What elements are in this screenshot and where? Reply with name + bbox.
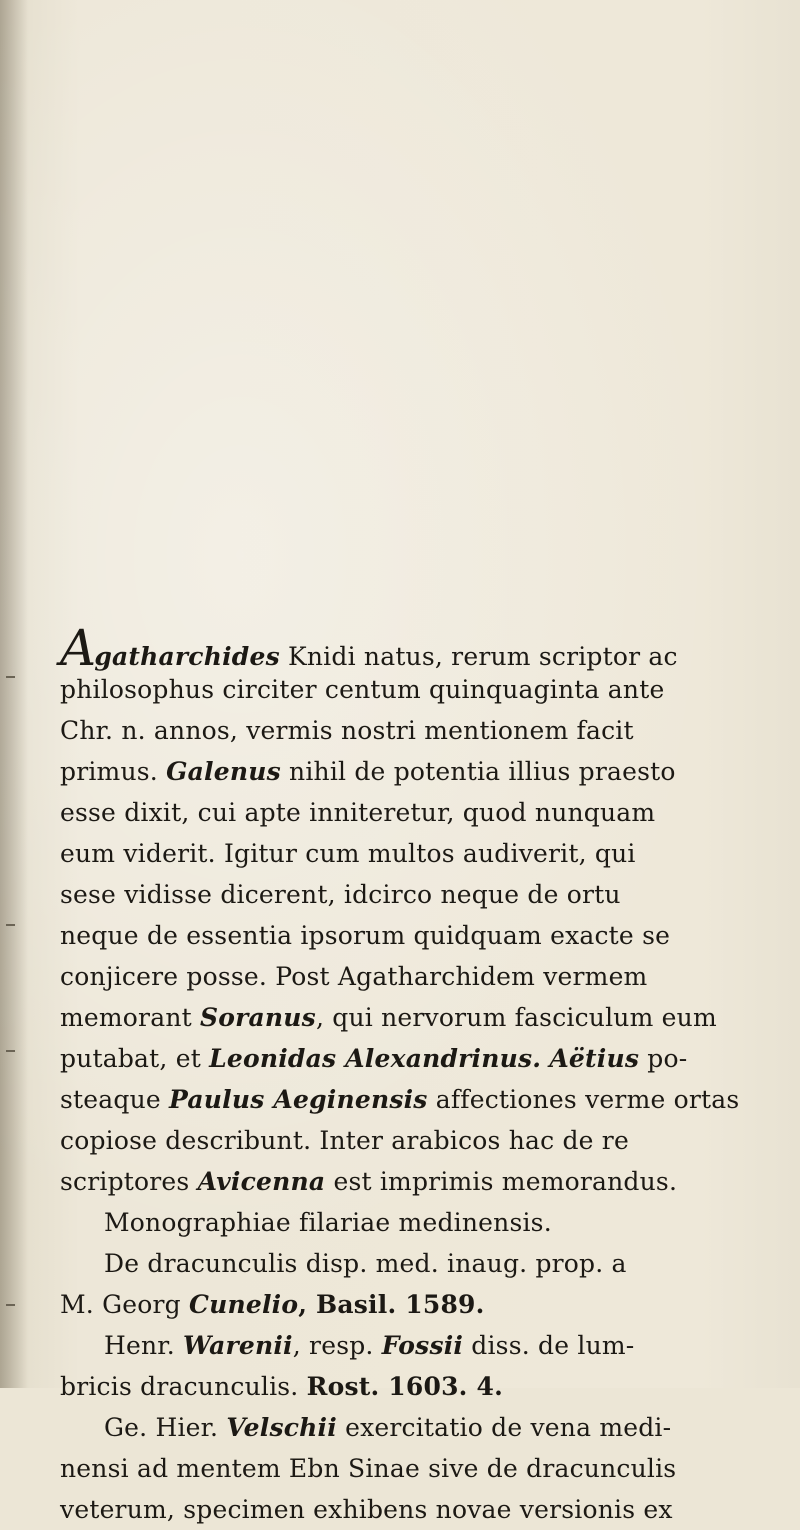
italic-name: Warenii bbox=[183, 1331, 293, 1360]
margin-mark bbox=[6, 676, 15, 678]
body-text bbox=[60, 619, 750, 1530]
text-line bbox=[60, 619, 750, 677]
margin-mark bbox=[6, 924, 15, 926]
text-line bbox=[60, 833, 750, 874]
italic-name: Avicenna bbox=[197, 1167, 326, 1196]
text-line bbox=[60, 874, 750, 915]
italic-name: Velschii bbox=[226, 1413, 337, 1442]
drop-initial: A bbox=[60, 619, 97, 677]
italic-name: Aëtius bbox=[549, 1044, 640, 1073]
text-run: putabat, et bbox=[60, 1044, 210, 1073]
text-run: Chr. n. annos, vermis nostri mentionem facit bbox=[60, 716, 634, 745]
margin-mark bbox=[6, 1050, 15, 1052]
text-run: De dracunculis disp. med. inaug. prop. a bbox=[104, 1249, 627, 1278]
bold-citation: Rost. 1603. 4. bbox=[306, 1372, 503, 1401]
text-run: veterum, specimen exhibens novae versionis ex bbox=[60, 1495, 673, 1524]
text-line bbox=[60, 1489, 750, 1530]
text-run: Knidi natus, rerum scriptor ac bbox=[279, 642, 678, 671]
italic-name: Paulus Aeginensis bbox=[169, 1085, 428, 1114]
text-run: diss. de lum- bbox=[463, 1331, 635, 1360]
text-run: eum viderit. Igitur cum multos audiverit, qui bbox=[60, 839, 636, 868]
text-run: Monographiae filariae medinensis. bbox=[104, 1208, 552, 1237]
italic-name: gatharchides bbox=[94, 642, 280, 671]
text-run: primus. bbox=[60, 757, 167, 786]
text-line bbox=[60, 792, 750, 833]
text-run: M. Georg bbox=[60, 1290, 190, 1319]
text-run: scriptores bbox=[60, 1167, 198, 1196]
text-run: conjicere posse. Post Agatharchidem vermem bbox=[60, 962, 648, 991]
text-run: bricis dracunculis. bbox=[60, 1372, 307, 1401]
text-run: memorant bbox=[60, 1003, 201, 1032]
text-run: po- bbox=[639, 1044, 688, 1073]
margin-mark bbox=[6, 1304, 15, 1306]
text-line bbox=[60, 956, 750, 997]
text-line bbox=[60, 1120, 750, 1161]
text-run: affectiones verme ortas bbox=[427, 1085, 740, 1114]
text-run: philosophus circiter centum quinquaginta ante bbox=[60, 675, 665, 704]
text-run: , qui nervorum fasciculum eum bbox=[315, 1003, 717, 1032]
text-line bbox=[60, 1161, 750, 1202]
italic-name: Galenus bbox=[166, 757, 281, 786]
text-run: nensi ad mentem Ebn Sinae sive de dracunculis bbox=[60, 1454, 677, 1483]
text-line bbox=[60, 1202, 750, 1243]
text-run: Ge. Hier. bbox=[104, 1413, 227, 1442]
text-run: Henr. bbox=[104, 1331, 183, 1360]
italic-name: Soranus bbox=[200, 1003, 316, 1032]
text-line bbox=[60, 751, 750, 792]
text-run: copiose describunt. Inter arabicos hac de re bbox=[60, 1126, 629, 1155]
text-run: est imprimis memorandus. bbox=[325, 1167, 678, 1196]
text-run: neque de essentia ipsorum quidquam exacte se bbox=[60, 921, 671, 950]
text-run: exercitatio de vena medi- bbox=[336, 1413, 672, 1442]
text-line bbox=[60, 710, 750, 751]
text-line bbox=[60, 1407, 750, 1448]
italic-name: Cunelio bbox=[189, 1290, 299, 1319]
text-line bbox=[60, 1038, 750, 1079]
text-run: nihil de potentia illius praesto bbox=[280, 757, 676, 786]
text-line bbox=[60, 1325, 750, 1366]
text-line bbox=[60, 1243, 750, 1284]
text-line bbox=[60, 669, 750, 710]
text-run: sese vidisse dicerent, idcirco neque de ortu bbox=[60, 880, 621, 909]
italic-name: Fossii bbox=[381, 1331, 464, 1360]
text-run: esse dixit, cui apte inniteretur, quod nunquam bbox=[60, 798, 656, 827]
text-line bbox=[60, 915, 750, 956]
italic-name: Leonidas Alexandrinus. bbox=[209, 1044, 542, 1073]
bold-citation: , Basil. 1589. bbox=[298, 1290, 485, 1319]
text-run: , resp. bbox=[292, 1331, 382, 1360]
text-run: steaque bbox=[60, 1085, 170, 1114]
text-line bbox=[60, 1448, 750, 1489]
text-line bbox=[60, 997, 750, 1038]
text-line bbox=[60, 1284, 750, 1325]
binding-shadow bbox=[0, 0, 28, 1388]
text-line bbox=[60, 1366, 750, 1407]
text-line bbox=[60, 1079, 750, 1120]
